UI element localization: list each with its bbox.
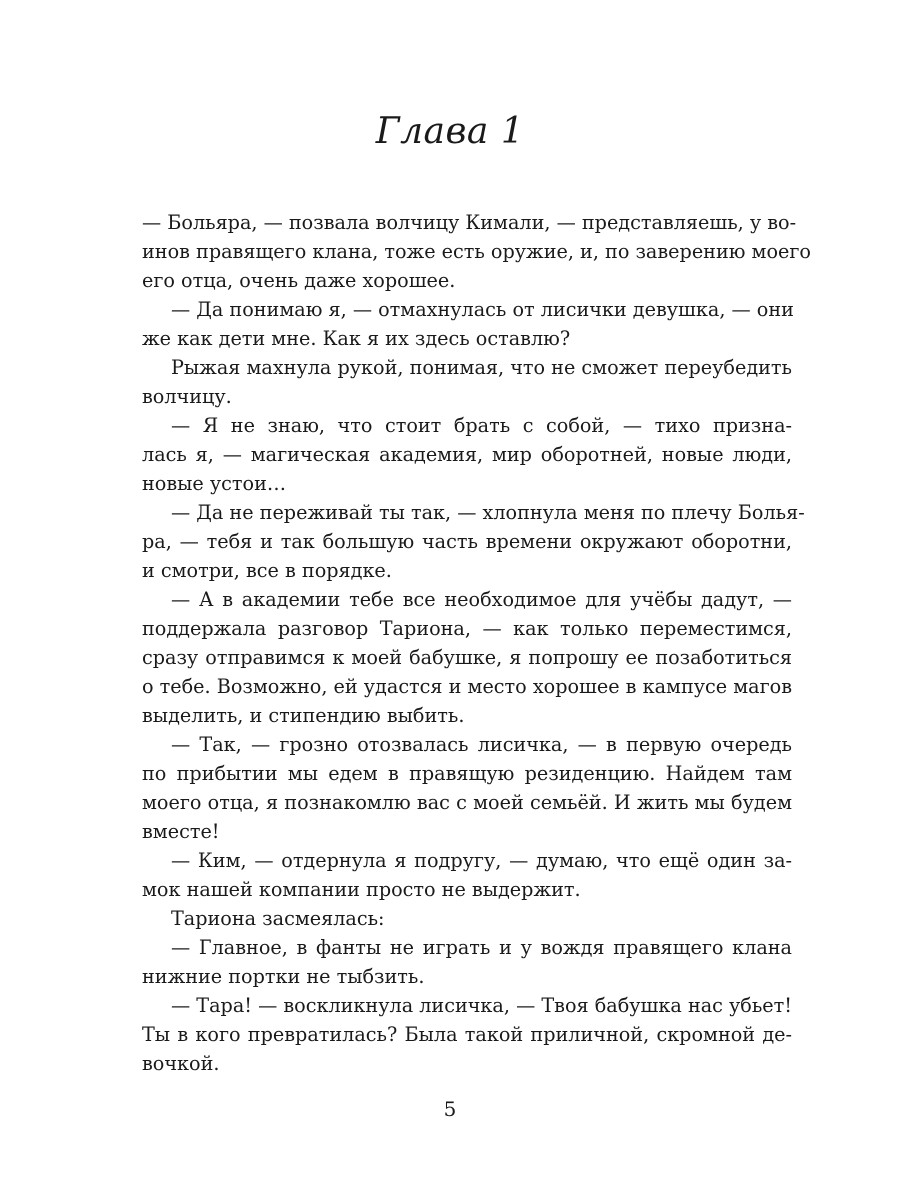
text-line: — Так, — грозно отозвалась лисичка, — в первую очередь (171, 733, 792, 756)
text-line: же как дети мне. Как я их здесь оставлю? (142, 327, 571, 350)
text-line: его отца, очень даже хорошее. (142, 269, 456, 292)
text-line: мок нашей компании просто не выдержит. (142, 878, 581, 901)
text-line: сразу отправимся к моей бабушке, я попрошу ее позаботиться (142, 646, 792, 669)
text-line: волчицу. (142, 385, 232, 408)
text-line: — Главное, в фанты не играть и у вождя правящего клана (171, 936, 792, 959)
text-line: моего отца, я познакомлю вас с моей семьёй. И жить мы будем (142, 791, 792, 814)
text-line: — Ким, — отдернула я подругу, — думаю, что ещё один за- (171, 849, 792, 872)
text-line: — Да понимаю я, — отмахнулась от лисички девушка, — они (171, 298, 794, 321)
text-line: вочкой. (142, 1052, 220, 1075)
text-line: — Больяра, — позвала волчицу Кимали, — представляешь, у во- (142, 211, 797, 234)
text-line: вместе! (142, 820, 220, 843)
text-line: — Да не переживай ты так, — хлопнула меня по плечу Болья- (171, 501, 805, 524)
chapter-body-text (142, 208, 811, 1078)
text-line: — Тара! — воскликнула лисичка, — Твоя бабушка нас убьет! (171, 994, 792, 1017)
text-line: и смотри, все в порядке. (142, 559, 392, 582)
text-line: — Я не знаю, что стоит брать с собой, — тихо призна- (171, 414, 792, 437)
text-line: новые устои… (142, 472, 287, 495)
chapter-title: Глава 1 (375, 111, 525, 152)
text-line: Рыжая махнула рукой, понимая, что не сможет переубедить (171, 356, 792, 379)
text-line: нижние портки не тыбзить. (142, 965, 425, 988)
text-line: поддержала разговор Тариона, — как только переместимся, (142, 617, 792, 640)
text-line: ра, — тебя и так большую часть времени окружают оборотни, (142, 530, 792, 553)
text-line: по прибытии мы едем в правящую резиденцию. Найдем там (142, 762, 792, 785)
text-line: лась я, — магическая академия, мир оборотней, новые люди, (142, 443, 792, 466)
text-line: Ты в кого превратилась? Была такой приличной, скромной де- (142, 1023, 792, 1046)
text-line: инов правящего клана, тоже есть оружие, и, по заверению моего (142, 240, 811, 263)
text-line: — А в академии тебе все необходимое для учёбы дадут, — (171, 588, 792, 611)
text-line: о тебе. Возможно, ей удастся и место хорошее в кампусе магов (142, 675, 792, 698)
text-line: выделить, и стипендию выбить. (142, 704, 465, 727)
page-number: 5 (443, 1097, 457, 1121)
text-line: Тариона засмеялась: (171, 907, 385, 930)
